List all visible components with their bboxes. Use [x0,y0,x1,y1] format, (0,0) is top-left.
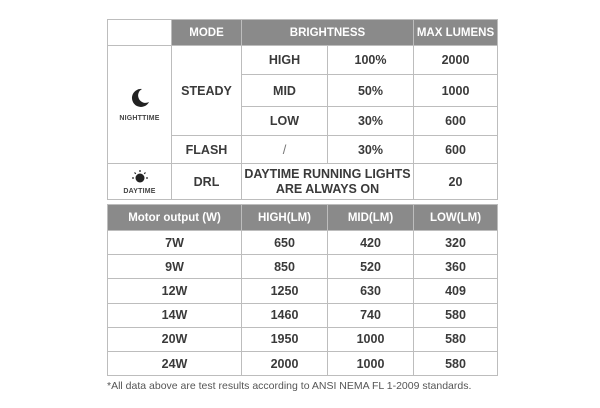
header-high-lm: HIGH(LM) [242,205,328,231]
flash-level: / [242,136,328,164]
table-row [108,351,498,375]
steady-label: STEADY [172,46,242,136]
daytime-label: DAYTIME [123,187,156,195]
flash-lumens: 600 [414,136,498,164]
nighttime-cell [108,46,172,164]
steady-mid-percent: 50% [328,75,414,107]
table-row [108,255,498,279]
cell-high: 850 [242,255,328,279]
steady-low-lumens: 600 [414,107,498,136]
steady-mid-lumens: 1000 [414,75,498,107]
drl-description [242,164,414,200]
steady-high-level: HIGH [242,46,328,75]
cell-motor: 12W [108,279,242,303]
table-row [108,279,498,303]
cell-high: 650 [242,231,328,255]
cell-mid: 1000 [328,351,414,375]
drl-label: DRL [172,164,242,200]
cell-mid: 740 [328,303,414,327]
steady-high-lumens: 2000 [414,46,498,75]
cell-high: 1250 [242,279,328,303]
cell-motor: 9W [108,255,242,279]
drl-text-line2: ARE ALWAYS ON [275,181,380,196]
cell-mid: 630 [328,279,414,303]
table-row [108,231,498,255]
cell-low: 580 [414,327,498,351]
cell-low: 580 [414,303,498,327]
steady-low-percent: 30% [328,107,414,136]
flash-percent: 30% [328,136,414,164]
flash-label: FLASH [172,136,242,164]
cell-motor: 24W [108,351,242,375]
steady-high-percent: 100% [328,46,414,75]
drl-lumens: 20 [414,164,498,200]
cell-motor: 14W [108,303,242,327]
header-mid-lm: MID(LM) [328,205,414,231]
cell-high: 2000 [242,351,328,375]
cell-high: 1460 [242,303,328,327]
corner-cell [108,20,172,46]
header-max-lumens: MAX LUMENS [414,20,498,46]
cell-mid: 420 [328,231,414,255]
header-low-lm: LOW(LM) [414,205,498,231]
moon-icon [129,87,151,109]
cell-motor: 7W [108,231,242,255]
sun-icon [129,169,151,185]
drl-text-line1: DAYTIME RUNNING LIGHTS [244,166,411,181]
cell-low: 320 [414,231,498,255]
cell-mid: 520 [328,255,414,279]
daytime-cell [108,164,172,200]
motor-table [107,204,498,376]
header-brightness: BRIGHTNESS [242,20,414,46]
nighttime-label: NIGHTTIME [119,115,160,122]
table-row [108,303,498,327]
header-motor-output: Motor output (W) [108,205,242,231]
steady-mid-level: MID [242,75,328,107]
mode-table [107,19,498,200]
cell-low: 360 [414,255,498,279]
steady-low-level: LOW [242,107,328,136]
cell-low: 409 [414,279,498,303]
table-row [108,327,498,351]
motor-table-body [108,231,498,376]
footnote: *All data above are test results according to ANSI NEMA FL 1-2009 standards. [107,380,472,392]
cell-low: 580 [414,351,498,375]
cell-mid: 1000 [328,327,414,351]
header-mode: MODE [172,20,242,46]
cell-high: 1950 [242,327,328,351]
cell-motor: 20W [108,327,242,351]
